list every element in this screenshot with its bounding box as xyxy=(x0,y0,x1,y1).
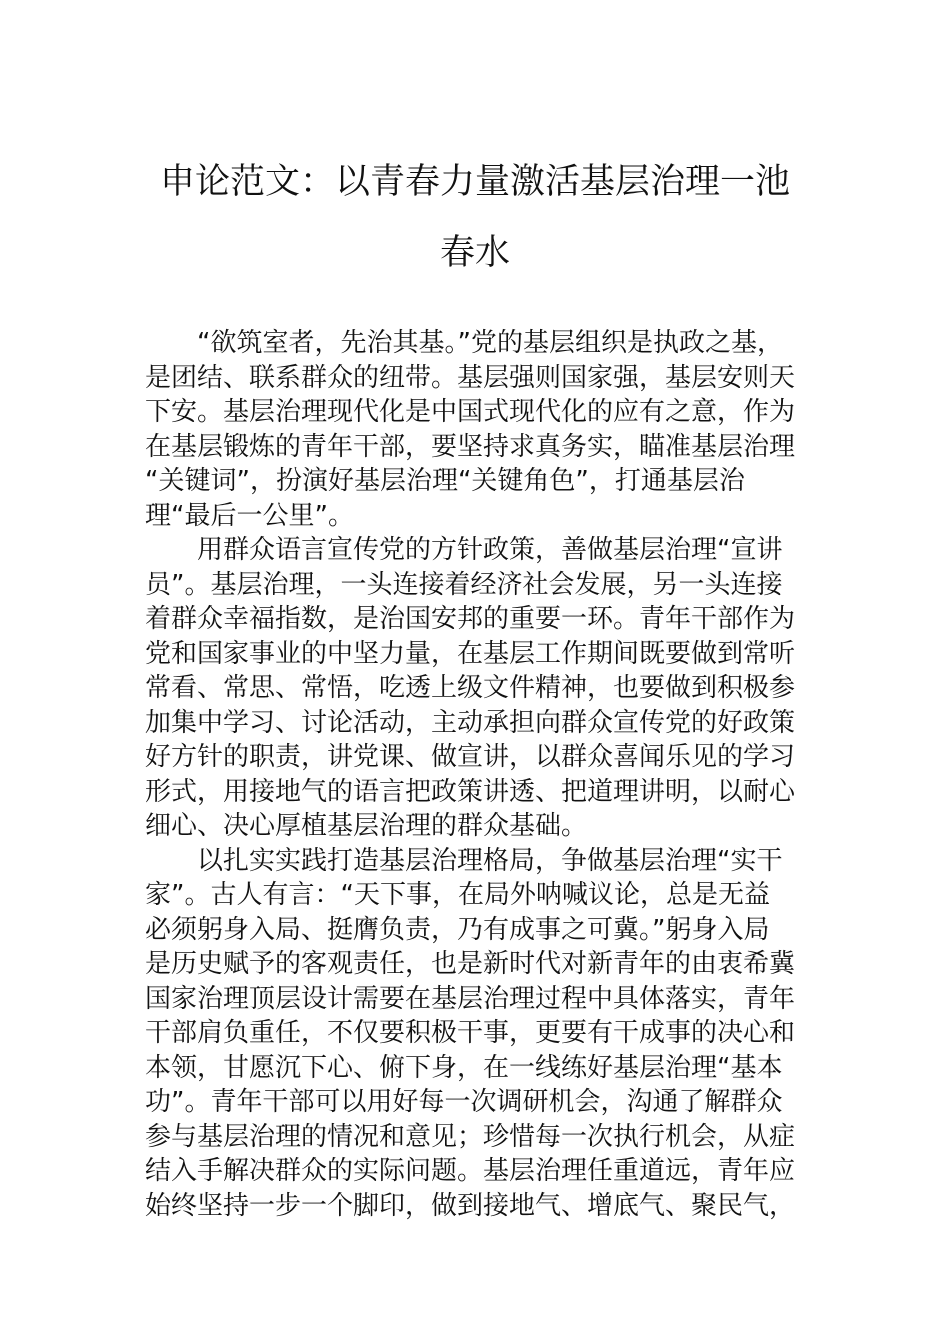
body-line: 是历史赋予的客观责任，也是新时代对新青年的由衷希冀 xyxy=(145,949,796,979)
document-title xyxy=(140,163,810,272)
body-line: 形式，用接地气的语言把政策讲透、把道理讲明，以耐心 xyxy=(145,776,796,807)
body-line: 必须躬身入局、挺膺负责，乃有成事之可冀。”躬身入局 xyxy=(145,914,770,945)
body-line: 始终坚持一步一个脚印，做到接地气、增底气、聚民气， xyxy=(145,1190,796,1221)
body-line: “欲筑室者，先治其基。”党的基层组织是执政之基， xyxy=(197,328,783,358)
body-line: 干部肩负重任，不仅要积极干事，更要有干成事的决心和 xyxy=(145,1018,796,1048)
body-line: 党和国家事业的中坚力量，在基层工作期间既要做到常听 xyxy=(145,638,796,669)
body-line: 家”。古人有言：“天下事，在局外呐喊议论，总是无益 xyxy=(145,880,770,910)
document-body xyxy=(145,326,811,1223)
body-line: 下安。基层治理现代化是中国式现代化的应有之意，作为 xyxy=(145,397,796,427)
body-line: 结入手解决群众的实际问题。基层治理任重道远，青年应 xyxy=(145,1156,796,1186)
body-line: 用群众语言宣传党的方针政策，善做基层治理“宣讲 xyxy=(197,535,783,565)
body-line: 在基层锻炼的青年干部，要坚持求真务实，瞄准基层治理 xyxy=(145,431,796,462)
body-line: 加集中学习、讨论活动，主动承担向群众宣传党的好政策 xyxy=(145,707,796,738)
body-line: 功”。青年干部可以用好每一次调研机会，沟通了解群众 xyxy=(145,1087,783,1117)
body-line: 细心、决心厚植基层治理的群众基础。 xyxy=(145,811,588,841)
title-line-2: 春水 xyxy=(439,233,510,273)
body-line: 是团结、联系群众的纽带。基层强则国家强，基层安则天 xyxy=(145,362,796,393)
body-line: 国家治理顶层设计需要在基层治理过程中具体落实，青年 xyxy=(145,983,796,1014)
body-line: 好方针的职责，讲党课、做宣讲，以群众喜闻乐见的学习 xyxy=(145,742,796,772)
body-line: 员”。基层治理，一头连接着经济社会发展，另一头连接 xyxy=(145,569,783,600)
body-line: 以扎实实践打造基层治理格局，争做基层治理“实干 xyxy=(197,845,783,876)
body-line: 常看、常思、常悟，吃透上级文件精神，也要做到积极参 xyxy=(145,673,796,703)
body-line: 参与基层治理的情况和意见；珍惜每一次执行机会，从症 xyxy=(145,1121,796,1152)
body-line: “关键词”，扮演好基层治理“关键角色”，打通基层治 xyxy=(145,466,745,496)
body-line: 理“最后一公里”。 xyxy=(145,500,354,531)
body-line: 本领，甘愿沉下心、俯下身，在一线练好基层治理“基本 xyxy=(145,1052,783,1083)
body-line: 着群众幸福指数，是治国安邦的重要一环。青年干部作为 xyxy=(145,604,796,634)
title-line-1: 申论范文：以青春力量激活基层治理一池 xyxy=(159,162,790,202)
